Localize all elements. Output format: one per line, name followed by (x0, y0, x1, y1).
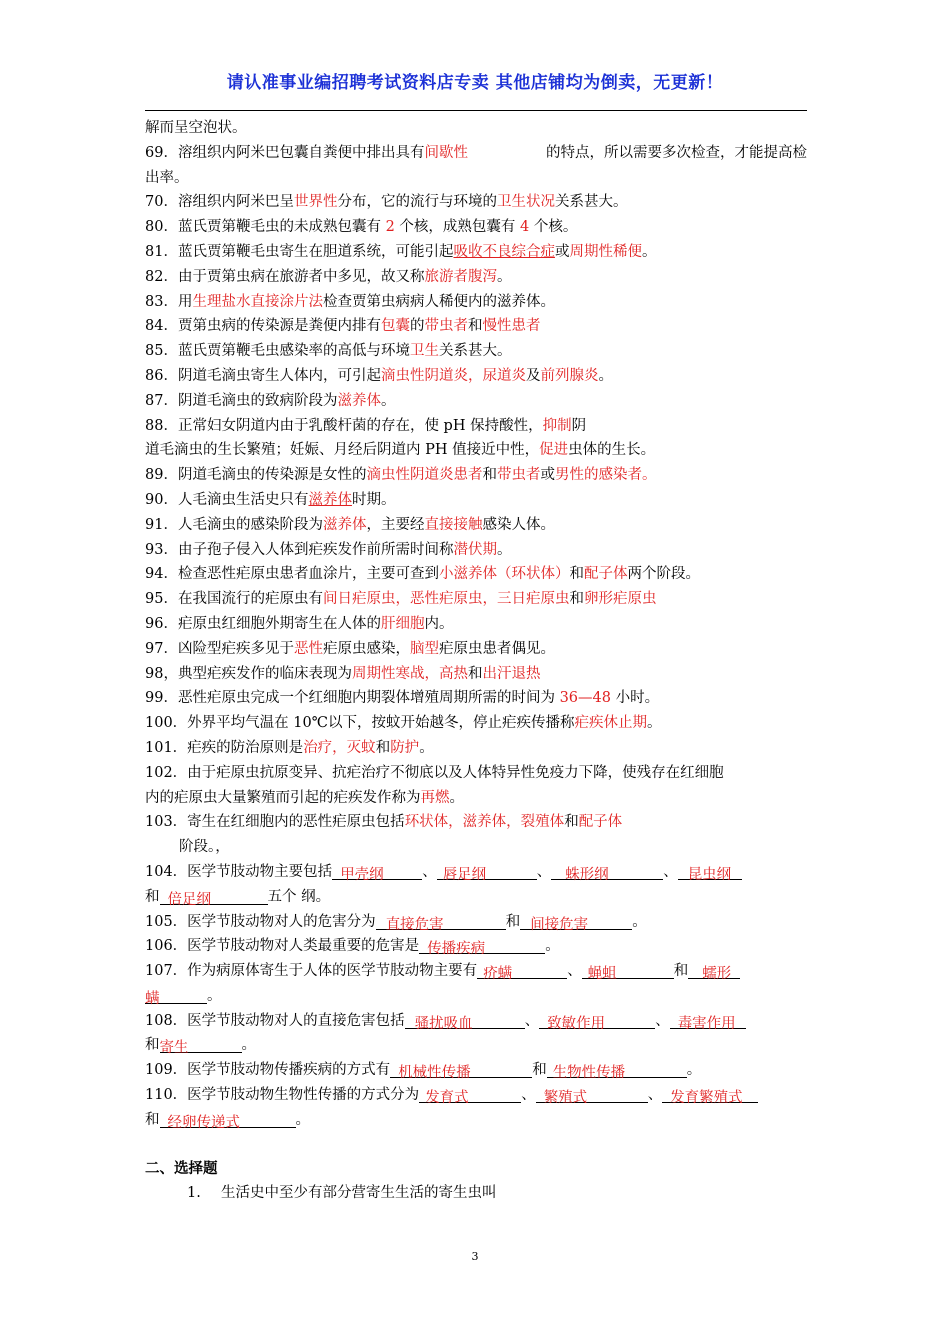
item-94: 94．检查恶性疟原虫患者血涂片，主要可查到小滋养体（环状体）和配子体两个阶段。 (145, 566, 700, 583)
answer: 配子体 (583, 566, 628, 583)
answer: 再燃 (420, 789, 450, 806)
answer: 促进 (539, 442, 569, 459)
answer: 包囊 (380, 318, 410, 335)
section-heading: 二、选择题 (145, 1160, 218, 1177)
item-104-cont: 和 倍足纲 五个 纲。 (145, 888, 331, 908)
answer-blank: 传播疾病 (419, 937, 545, 954)
item-96: 96．疟原虫红细胞外期寄生在人体的肝细胞内。 (145, 615, 454, 632)
text-line: 解而呈空泡状。 (145, 120, 247, 136)
answer: 配子体 (578, 814, 623, 831)
item-105: 105．医学节肢动物对人的危害分为 直接危害 和 间接危害 。 (145, 913, 647, 933)
item-103-cont: 阶段。， (179, 839, 230, 856)
item-80: 80．蓝氏贾第鞭毛虫的未成熟包囊有 2 个核，成熟包囊有 4 个核。 (145, 219, 578, 236)
answer-blank: 骚扰吸血 (405, 1012, 525, 1029)
item-89: 89．阴道毛滴虫的传染源是女性的滴虫性阴道炎患者和带虫者或男性的感染者。 (145, 467, 657, 484)
item-88-cont: 道毛滴虫的生长繁殖；妊娠、月经后阴道内 PH 值接近中性，促进虫体的生长。 (145, 442, 656, 459)
answer-blank: 甲壳纲 (332, 863, 422, 880)
answer: 滋养体 (337, 392, 381, 409)
answer: 4 (520, 219, 530, 236)
item-102-cont: 内的疟原虫大量繁殖而引起的疟疾发作称为再燃。 (145, 789, 464, 806)
item-93: 93．由子孢子侵入人体到疟疾发作前所需时间称潜伏期。 (145, 541, 512, 558)
item-107-cont: 螨 。 (145, 987, 222, 1007)
answer-blank: 倍足纲 (160, 888, 268, 905)
answer: 卫生状况 (496, 194, 555, 211)
answer: 吸收不良综合症 (453, 243, 555, 260)
item-99: 99．恶性疟原虫完成一个红细胞内期裂体增殖周期所需的时间为 36—48 小时。 (145, 690, 660, 707)
answer: 疟疾休止期 (574, 715, 647, 732)
document-body (145, 116, 807, 1206)
answer: 抑制 (542, 417, 572, 434)
item-81: 81．蓝氏贾第鞭毛虫寄生在胆道系统，可能引起吸收不良综合症或周期性稀便。 (145, 243, 657, 260)
answer: 出汗退热 (482, 665, 541, 682)
item-102: 102．由于疟原虫抗原变异、抗疟治疗不彻底以及人体特异性免疫力下降，使残存在红细胞 (145, 764, 724, 781)
answer: 慢性患者 (482, 318, 541, 335)
item-90: 90．人毛滴虫生活史只有滋养体时期。 (145, 491, 396, 508)
item-110: 110．医学节肢动物生物性传播的方式分为 发育式 、 繁殖式 、 发育繁殖式 (145, 1083, 807, 1108)
item-85: 85．蓝氏贾第鞭毛虫感染率的高低与环境卫生关系甚大。 (145, 343, 512, 360)
answer: 世界性 (293, 194, 338, 211)
item-108-cont: 和寄生 。 (145, 1037, 256, 1057)
answer-blank: 蝇蛆 (582, 962, 674, 979)
answer-blank: 螨 (145, 987, 207, 1004)
item-109: 109．医学节肢动物传播疾病的方式有 机械性传播 和 生物性传播 。 (145, 1062, 702, 1082)
store-banner: 请认准事业编招聘考试资料店专卖 其他店铺均为倒卖，无更新！ (226, 73, 724, 93)
answer: 周期性寒战，高热 (351, 665, 468, 682)
answer-blank: 生物性传播 (547, 1061, 687, 1078)
answer: 滋养体 (322, 516, 367, 533)
answer: 间日疟原虫，恶性疟原虫，三日疟原虫 (322, 591, 570, 608)
answer: 间歇性 (424, 144, 468, 161)
answer: 治疗，灭蚊 (303, 739, 376, 756)
answer: 脑型 (409, 640, 439, 657)
answer: 36—48 (559, 690, 611, 707)
answer-blank: 致敏作用 (539, 1012, 655, 1029)
answer: 直接接触 (424, 516, 483, 533)
answer: 前列腺炎 (540, 367, 599, 384)
answer: 肝细胞 (380, 615, 425, 632)
answer: 潜伏期 (453, 541, 497, 558)
answer: 2 (385, 219, 395, 236)
item-97: 97．凶险型疟疾多见于恶性疟原虫感染，脑型疟原虫患者偶见。 (145, 640, 555, 657)
answer: 恶性 (293, 640, 323, 657)
item-100: 100．外界平均气温在 10℃以下，按蚊开始越冬，停止疟疾传播称疟疾休止期。 (145, 715, 662, 732)
answer-blank: 唇足纲 (437, 863, 537, 880)
answer: 滴虫性阴道炎，尿道炎 (380, 367, 526, 384)
answer-blank: 机械性传播 (390, 1061, 532, 1078)
item-70: 70．溶组织内阿米巴呈世界性分布，它的流行与环境的卫生状况关系甚大。 (145, 194, 628, 211)
answer-blank: 昆虫纲 (678, 863, 742, 880)
answer: 滋养体 (308, 491, 352, 508)
answer-blank: 发育繁殖式 (662, 1086, 758, 1103)
answer: 生理盐水直接涂片法 (192, 293, 323, 310)
answer-blank: 蛛形纲 (551, 863, 663, 880)
answer: 防护 (390, 739, 420, 756)
item-69-cont: 出率。 (145, 169, 189, 186)
item-101: 101．疟疾的防治原则是治疗，灭蚊和防护。 (145, 739, 434, 756)
item-87: 87．阴道毛滴虫的致病阶段为滋养体。 (145, 392, 396, 409)
answer: 周期性稀便 (569, 243, 642, 260)
answer-blank: 疥螨 (477, 962, 567, 979)
answer-blank: 直接危害 (376, 913, 506, 930)
item-104: 104．医学节肢动物主要包括 甲壳纲 、 唇足纲 、 蛛形纲 、 昆虫纲 (145, 860, 807, 885)
question-1: 1. 生活史中至少有部分营寄生生活的寄生虫叫 (187, 1185, 497, 1202)
item-110-cont: 和 经卵传递式 。 (145, 1111, 310, 1131)
answer: 卫生 (409, 343, 439, 360)
answer: 小滋养体（环状体） (438, 566, 570, 583)
answer: 滴虫性阴道炎患者 (366, 467, 483, 484)
item-107: 107．作为病原体寄生于人体的医学节肢动物主要有 疥螨 、 蝇蛆 和 蠕形 (145, 959, 807, 984)
answer: 带虫者 (496, 467, 541, 484)
item-91: 91．人毛滴虫的感染阶段为滋养体，主要经直接接触感染人体。 (145, 516, 555, 533)
item-106: 106．医学节肢动物对人类最重要的危害是 传播疾病 。 (145, 938, 560, 958)
answer-blank: 间接危害 (520, 913, 632, 930)
answer-blank: 经卵传递式 (160, 1111, 296, 1128)
answer-blank: 毒害作用 (670, 1012, 746, 1029)
answer: 旅游者腹泻 (424, 268, 497, 285)
answer: 卵形疟原虫 (583, 591, 657, 608)
item-103: 103．寄生在红细胞内的恶性疟原虫包括环状体，滋养体，裂殖体和配子体 (145, 814, 623, 831)
answer-blank: 寄生 (160, 1036, 242, 1053)
item-83: 83．用生理盐水直接涂片法检查贾第虫病病人稀便内的滋养体。 (145, 293, 555, 310)
page-number: 3 (471, 1250, 479, 1263)
answer-blank: 繁殖式 (536, 1086, 648, 1103)
item-98: 98，典型疟疾发作的临床表现为周期性寒战，高热和出汗退热 (145, 665, 541, 682)
answer-blank: 蠕形 (688, 962, 740, 979)
answer: 男性的感染者。 (554, 467, 657, 484)
answer-blank: 发育式 (419, 1086, 521, 1103)
item-84: 84．贾第虫病的传染源是粪便内排有包囊的带虫者和慢性患者 (145, 318, 541, 335)
answer: 带虫者 (424, 318, 468, 335)
header-rule (145, 110, 807, 111)
item-95: 95．在我国流行的疟原虫有间日疟原虫，恶性疟原虫，三日疟原虫和卵形疟原虫 (145, 591, 657, 608)
answer: 环状体，滋养体，裂殖体 (404, 814, 565, 831)
item-88: 88．正常妇女阴道内由于乳酸杆菌的存在，使 pH 保持酸性，抑制阴 (145, 417, 587, 434)
item-86: 86．阴道毛滴虫寄生人体内，可引起滴虫性阴道炎，尿道炎及前列腺炎。 (145, 367, 613, 384)
item-69: 69．溶组织内阿米巴包囊自粪便中排出具有间歇性 的特点，所以需要多次检查，才能提高检 (145, 144, 807, 161)
item-82: 82．由于贾第虫病在旅游者中多见，故又称旅游者腹泻。 (145, 268, 512, 285)
item-108: 108．医学节肢动物对人的直接危害包括 骚扰吸血 、 致敏作用 、 毒害作用 (145, 1009, 807, 1034)
